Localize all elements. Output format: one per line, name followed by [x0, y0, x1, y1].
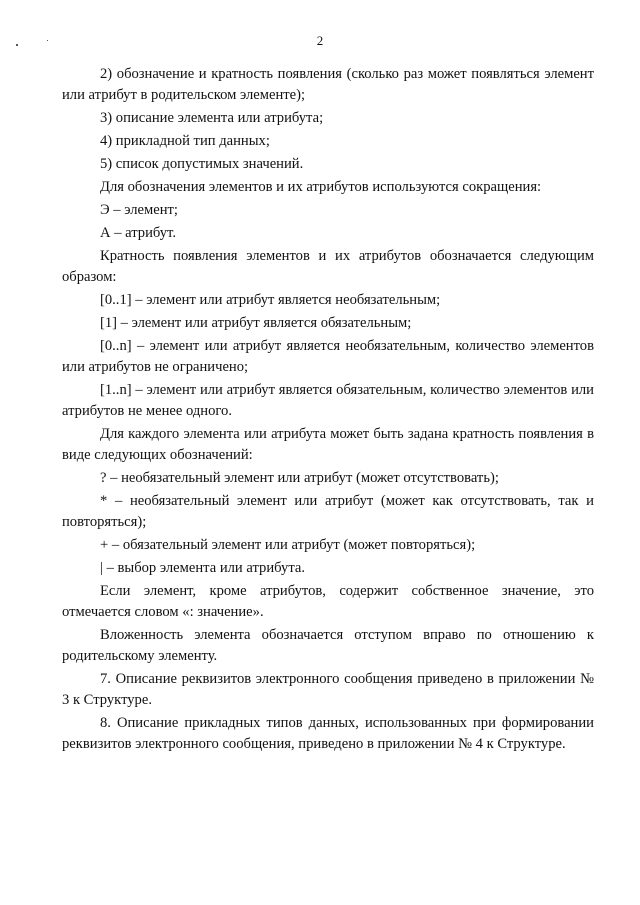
page-number: 2 [316, 33, 324, 48]
paragraph-notation-star: * – необязательный элемент или атрибут (может как отсутствовать, так и повторяться); [62, 493, 594, 530]
paragraph-item-4: 4) прикладной тип данных; [100, 133, 270, 149]
paragraph-notation-plus: + – обязательный элемент или атрибут (может повторяться); [100, 537, 476, 553]
paragraph-element-abbr: Э – элемент; [100, 202, 178, 218]
paragraph-section-8: 8. Описание прикладных типов данных, использованных при формировании реквизитов электронного сообщения, приведено в приложении № 4 к Структуре. [62, 715, 594, 752]
paragraph-nesting: Вложенность элемента обозначается отступом вправо по отношению к родительскому элементу. [62, 627, 594, 664]
paragraph-attribute-abbr: А – атрибут. [100, 225, 176, 241]
paragraph-notation-intro: Для каждого элемента или атрибута может быть задана кратность появления в виде следующих обозначений: [62, 426, 594, 463]
paragraph-multiplicity-1-n: [1..n] – элемент или атрибут является обязательным, количество элементов или атрибутов не менее одного. [62, 382, 594, 419]
paragraph-notation-choice: | – выбор элемента или атрибута. [100, 560, 306, 576]
paragraph-multiplicity-1: [1] – элемент или атрибут является обязательным; [100, 315, 412, 331]
paragraph-multiplicity-0-1: [0..1] – элемент или атрибут является необязательным; [100, 292, 441, 308]
paragraph-abbreviations-intro: Для обозначения элементов и их атрибутов используются сокращения: [100, 179, 542, 195]
paragraph-item-5: 5) список допустимых значений. [100, 156, 304, 172]
paragraph-notation-optional: ? – необязательный элемент или атрибут (может отсутствовать); [100, 470, 499, 486]
paragraph-own-value: Если элемент, кроме атрибутов, содержит собственное значение, это отмечается словом «: значение». [62, 583, 594, 620]
paragraph-multiplicity-intro: Кратность появления элементов и их атрибутов обозначается следующим образом: [62, 248, 594, 285]
paragraph-section-7: 7. Описание реквизитов электронного сообщения приведено в приложении № 3 к Структуре. [62, 671, 594, 708]
paragraph-item-3: 3) описание элемента или атрибута; [100, 110, 324, 126]
paragraph-item-2: 2) обозначение и кратность появления (сколько раз может появляться элемент или атрибут в родительском элементе); [62, 66, 594, 103]
paragraph-multiplicity-0-n: [0..n] – элемент или атрибут является необязательным, количество элементов или атрибутов не ограничено; [62, 338, 594, 375]
document-body [62, 64, 594, 757]
